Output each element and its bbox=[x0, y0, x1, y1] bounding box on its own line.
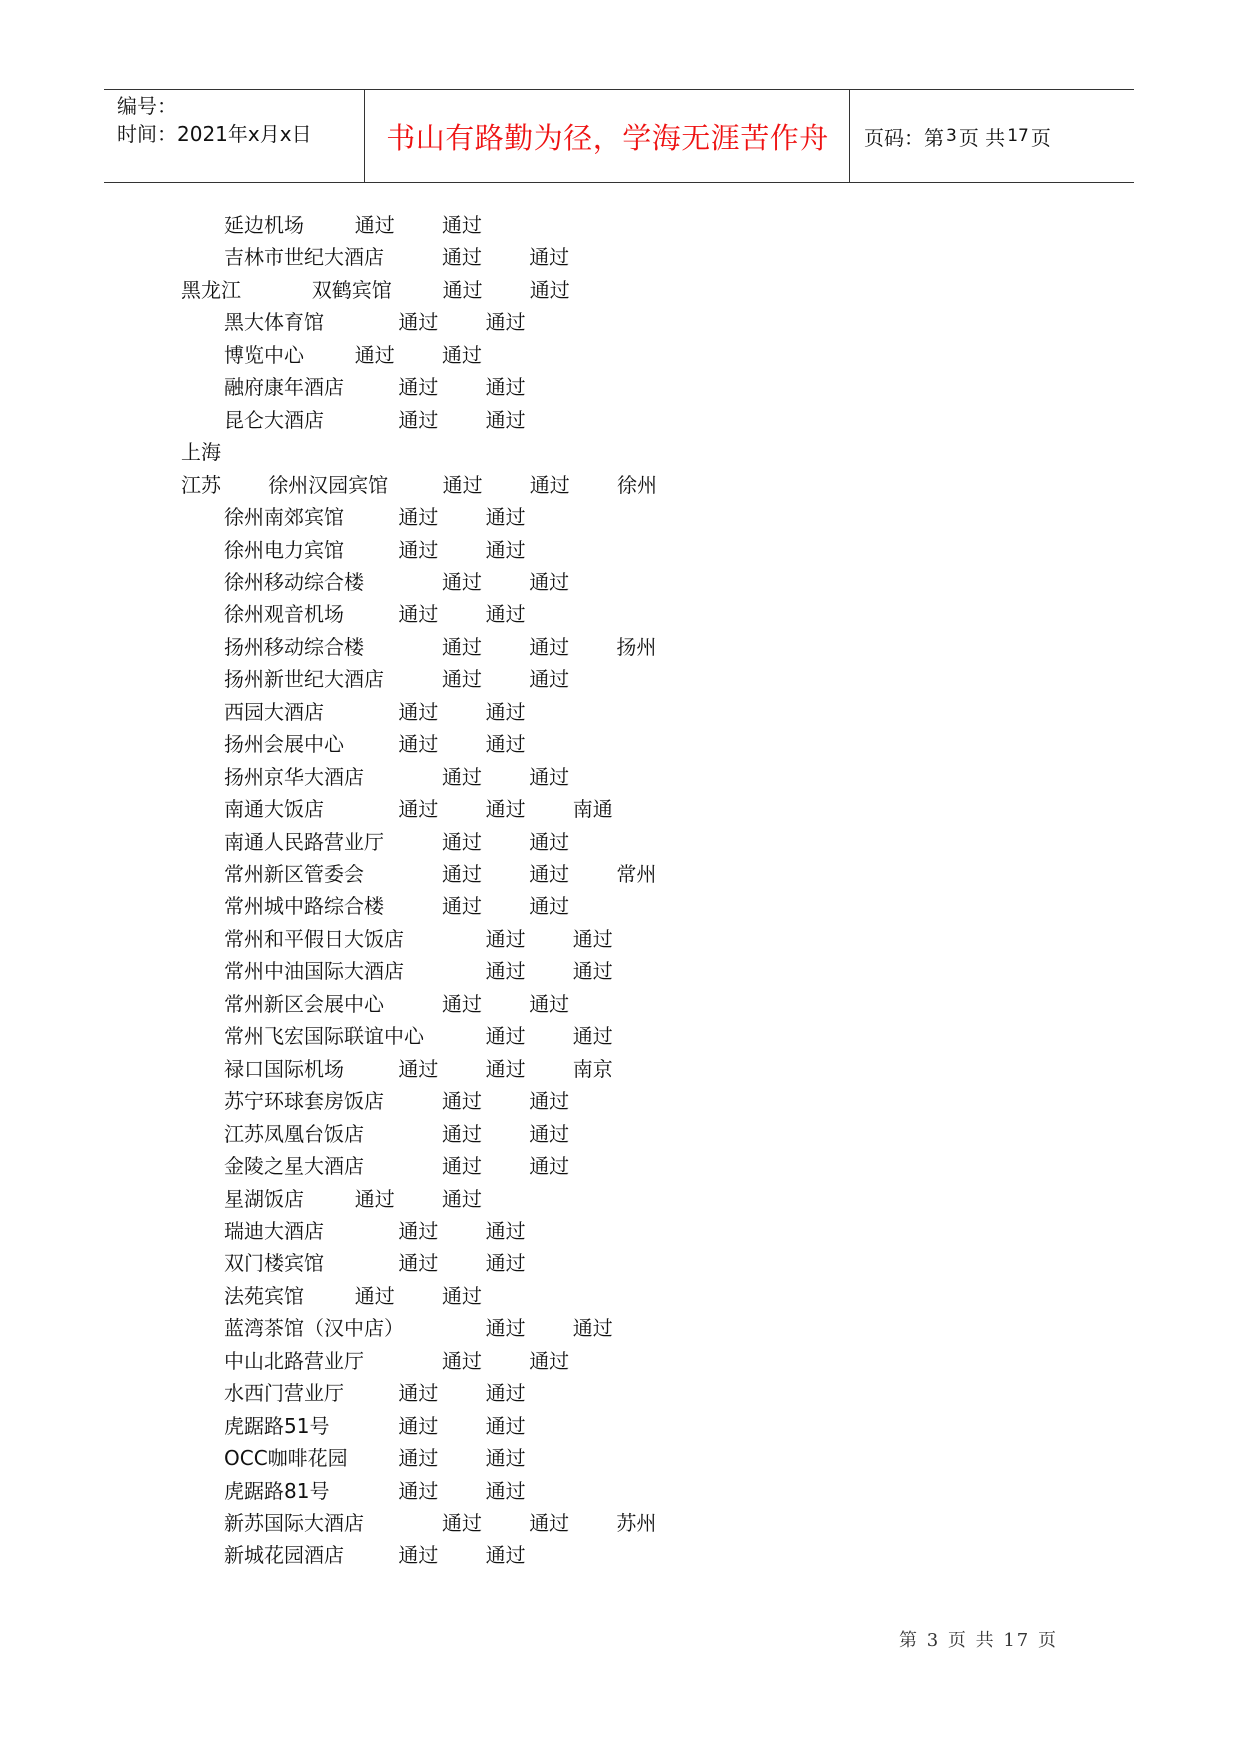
venue-name: 扬州会展中心 bbox=[224, 732, 344, 757]
venue-name: 新城花园酒店 bbox=[224, 1543, 344, 1568]
status-cell-2: 通过 bbox=[485, 1381, 526, 1406]
venue-name: 虎踞路81号 bbox=[224, 1478, 330, 1503]
city-cell: 徐州 bbox=[617, 472, 657, 497]
list-item bbox=[0, 763, 1241, 791]
status-cell-2: 通过 bbox=[529, 894, 570, 919]
list-item bbox=[0, 406, 1241, 434]
list-item bbox=[0, 633, 1241, 661]
list-item bbox=[0, 536, 1241, 564]
page-footer bbox=[0, 1626, 1058, 1652]
status-cell-1: 通过 bbox=[442, 894, 482, 919]
list-item bbox=[0, 892, 1241, 920]
venue-name: 双鹤宾馆 bbox=[311, 277, 392, 302]
region-cell: 黑龙江 bbox=[181, 277, 241, 302]
footer-prefix: 第 bbox=[898, 1630, 919, 1651]
list-item bbox=[0, 1087, 1241, 1115]
venue-name: 徐州南郊宾馆 bbox=[224, 505, 344, 530]
venue-name: 徐州电力宾馆 bbox=[224, 537, 344, 562]
status-cell-1: 通过 bbox=[398, 537, 439, 562]
status-cell-2: 通过 bbox=[529, 829, 570, 854]
header-page-prefix: 页码：第 bbox=[864, 125, 944, 150]
venue-name: 扬州移动综合楼 bbox=[224, 634, 364, 659]
venue-name: 江苏凤凰台饭店 bbox=[224, 1121, 364, 1146]
status-cell-2: 通过 bbox=[529, 862, 570, 886]
status-cell-1: 通过 bbox=[442, 667, 482, 692]
status-cell-2: 通过 bbox=[485, 505, 526, 530]
status-cell-2: 通过 bbox=[442, 1186, 482, 1211]
list-item bbox=[0, 860, 1241, 888]
header-page-middle: 页 共 bbox=[958, 125, 1006, 150]
list-item bbox=[0, 1152, 1241, 1180]
status-cell-1: 通过 bbox=[442, 245, 482, 270]
status-cell-2: 通过 bbox=[529, 764, 570, 789]
status-cell-1: 通过 bbox=[398, 699, 439, 724]
status-cell-2: 通过 bbox=[485, 537, 526, 562]
venue-name: 徐州移动综合楼 bbox=[224, 569, 364, 594]
status-cell-2: 通过 bbox=[529, 991, 570, 1016]
venue-name: 延边机场 bbox=[224, 213, 304, 237]
status-cell-1: 通过 bbox=[442, 1154, 482, 1179]
venue-name: 昆仑大酒店 bbox=[224, 407, 324, 432]
status-cell-2: 通过 bbox=[529, 1121, 570, 1146]
status-cell-2: 通过 bbox=[485, 1218, 526, 1243]
status-cell-2: 通过 bbox=[529, 1348, 570, 1373]
status-cell-2: 通过 bbox=[529, 245, 570, 270]
footer-suffix: 页 bbox=[1038, 1630, 1058, 1651]
list-item bbox=[0, 1379, 1241, 1407]
status-cell-2: 通过 bbox=[572, 926, 613, 951]
header-page-total: 17 bbox=[1007, 126, 1029, 146]
status-cell-2: 通过 bbox=[485, 1478, 526, 1503]
status-cell-1: 通过 bbox=[442, 1511, 482, 1535]
header-page-suffix: 页 bbox=[1030, 125, 1051, 150]
status-cell-1: 通过 bbox=[398, 407, 439, 432]
list-item bbox=[0, 503, 1241, 531]
venue-name: 常州新区管委会 bbox=[224, 862, 364, 886]
list-item bbox=[0, 990, 1241, 1018]
venue-name: 蓝湾茶馆（汉中店） bbox=[224, 1316, 404, 1341]
region-cell: 上海 bbox=[181, 440, 221, 465]
venue-name: 星湖饭店 bbox=[224, 1186, 304, 1211]
header-page-current: 3 bbox=[946, 126, 957, 146]
status-cell-2: 通过 bbox=[485, 1543, 526, 1568]
status-cell-1: 通过 bbox=[398, 602, 439, 627]
header-divider-right bbox=[849, 90, 850, 182]
venue-name: 虎踞路51号 bbox=[224, 1413, 330, 1438]
venue-name: 西园大酒店 bbox=[224, 699, 324, 724]
status-cell-2: 通过 bbox=[572, 1024, 613, 1049]
status-cell-1: 通过 bbox=[398, 1478, 439, 1503]
venue-name: 黑大体育馆 bbox=[224, 310, 324, 335]
status-cell-1: 通过 bbox=[442, 862, 482, 886]
status-cell-2: 通过 bbox=[529, 1511, 570, 1535]
list-item bbox=[0, 828, 1241, 856]
document-number-label: 编号： bbox=[117, 94, 177, 118]
venue-name: 徐州汉园宾馆 bbox=[268, 472, 389, 497]
venue-name: 吉林市世纪大酒店 bbox=[224, 245, 384, 270]
status-cell-2: 通过 bbox=[485, 375, 526, 400]
status-cell-1: 通过 bbox=[442, 991, 482, 1016]
list-item bbox=[0, 1347, 1241, 1375]
status-cell-2: 通过 bbox=[572, 1316, 613, 1341]
status-cell-2: 通过 bbox=[529, 1154, 570, 1179]
list-item bbox=[0, 211, 1241, 239]
status-cell-1: 通过 bbox=[485, 1024, 526, 1049]
city-cell: 苏州 bbox=[616, 1511, 657, 1535]
list-item bbox=[0, 438, 1241, 466]
venue-name: 常州城中路综合楼 bbox=[224, 894, 384, 919]
status-cell-1: 通过 bbox=[442, 569, 482, 594]
list-item bbox=[0, 1185, 1241, 1213]
header-divider-left bbox=[364, 90, 365, 182]
header-page-indicator bbox=[864, 90, 1051, 182]
list-item bbox=[0, 1509, 1241, 1537]
status-cell-2: 通过 bbox=[529, 472, 570, 497]
list-item bbox=[0, 665, 1241, 693]
status-cell-2: 通过 bbox=[485, 1413, 526, 1438]
list-item bbox=[0, 1444, 1241, 1472]
status-cell-2: 通过 bbox=[442, 1283, 482, 1308]
status-cell-2: 通过 bbox=[485, 797, 526, 822]
status-cell-1: 通过 bbox=[398, 1056, 439, 1081]
status-cell-2: 通过 bbox=[442, 342, 482, 367]
status-cell-2: 通过 bbox=[572, 959, 613, 984]
venue-name: OCC咖啡花园 bbox=[224, 1446, 348, 1471]
status-cell-2: 通过 bbox=[485, 1056, 526, 1081]
status-cell-2: 通过 bbox=[485, 407, 526, 432]
status-cell-1: 通过 bbox=[398, 505, 439, 530]
status-cell-1: 通过 bbox=[442, 1121, 482, 1146]
venue-name: 新苏国际大酒店 bbox=[224, 1511, 364, 1535]
venue-name: 融府康年酒店 bbox=[224, 375, 344, 400]
list-item bbox=[0, 1022, 1241, 1050]
list-item bbox=[0, 1055, 1241, 1083]
status-cell-1: 通过 bbox=[442, 1089, 482, 1114]
status-cell-1: 通过 bbox=[398, 1218, 439, 1243]
list-item bbox=[0, 1282, 1241, 1310]
list-item bbox=[0, 730, 1241, 758]
status-cell-1: 通过 bbox=[485, 959, 526, 984]
status-cell-1: 通过 bbox=[354, 213, 395, 237]
venue-name: 禄口国际机场 bbox=[224, 1056, 344, 1081]
venue-name: 南通大饭店 bbox=[224, 797, 324, 822]
status-cell-1: 通过 bbox=[354, 1186, 395, 1211]
status-cell-1: 通过 bbox=[354, 1283, 395, 1308]
venue-name: 南通人民路营业厅 bbox=[224, 829, 384, 854]
status-cell-1: 通过 bbox=[398, 1543, 439, 1568]
page-header bbox=[104, 89, 1134, 183]
venue-name: 常州和平假日大饭店 bbox=[224, 926, 404, 951]
list-item bbox=[0, 1249, 1241, 1277]
venue-name: 瑞迪大酒店 bbox=[224, 1218, 324, 1243]
status-cell-1: 通过 bbox=[398, 1381, 439, 1406]
venue-name: 中山北路营业厅 bbox=[224, 1348, 364, 1373]
status-cell-2: 通过 bbox=[485, 1446, 526, 1471]
city-cell: 南通 bbox=[572, 797, 613, 822]
status-cell-2: 通过 bbox=[485, 602, 526, 627]
city-cell: 扬州 bbox=[616, 634, 657, 659]
venue-name: 博览中心 bbox=[224, 342, 304, 367]
status-cell-1: 通过 bbox=[442, 472, 483, 497]
list-item bbox=[0, 471, 1241, 499]
status-cell-2: 通过 bbox=[485, 699, 526, 724]
list-item bbox=[0, 568, 1241, 596]
status-cell-1: 通过 bbox=[354, 342, 395, 367]
status-cell-2: 通过 bbox=[485, 732, 526, 757]
list-item bbox=[0, 1120, 1241, 1148]
status-cell-1: 通过 bbox=[398, 310, 439, 335]
region-cell: 江苏 bbox=[181, 472, 221, 497]
list-item bbox=[0, 698, 1241, 726]
status-cell-1: 通过 bbox=[398, 732, 439, 757]
status-cell-1: 通过 bbox=[442, 764, 482, 789]
list-item bbox=[0, 1217, 1241, 1245]
footer-total: 17 bbox=[1003, 1630, 1031, 1651]
list-item bbox=[0, 1541, 1241, 1569]
venue-name: 常州飞宏国际联谊中心 bbox=[224, 1024, 424, 1049]
list-item bbox=[0, 243, 1241, 271]
status-cell-1: 通过 bbox=[442, 1348, 482, 1373]
venue-name: 徐州观音机场 bbox=[224, 602, 344, 627]
status-cell-1: 通过 bbox=[398, 797, 439, 822]
status-cell-2: 通过 bbox=[529, 277, 570, 302]
header-meta bbox=[117, 92, 312, 148]
venue-name: 扬州新世纪大酒店 bbox=[224, 667, 384, 692]
status-cell-1: 通过 bbox=[398, 375, 439, 400]
list-item bbox=[0, 373, 1241, 401]
header-motto: 书山有路勤为径，学海无涯苦作舟 bbox=[386, 120, 829, 155]
list-item bbox=[0, 925, 1241, 953]
venue-name: 水西门营业厅 bbox=[224, 1381, 344, 1406]
status-cell-1: 通过 bbox=[442, 277, 483, 302]
status-cell-2: 通过 bbox=[529, 1089, 570, 1114]
list-item bbox=[0, 1412, 1241, 1440]
venue-name: 常州中油国际大酒店 bbox=[224, 959, 404, 984]
status-cell-1: 通过 bbox=[442, 829, 482, 854]
status-cell-1: 通过 bbox=[398, 1251, 439, 1276]
status-cell-2: 通过 bbox=[485, 310, 526, 335]
status-cell-2: 通过 bbox=[529, 667, 570, 692]
list-item bbox=[0, 1477, 1241, 1505]
status-cell-1: 通过 bbox=[442, 634, 482, 659]
list-item bbox=[0, 957, 1241, 985]
footer-middle: 页 共 bbox=[947, 1630, 996, 1651]
venue-name: 扬州京华大酒店 bbox=[224, 764, 364, 789]
status-cell-1: 通过 bbox=[485, 926, 526, 951]
document-time-label: 时间：2021年x月x日 bbox=[117, 122, 312, 146]
venue-name: 双门楼宾馆 bbox=[224, 1251, 324, 1276]
status-cell-2: 通过 bbox=[529, 634, 570, 659]
venue-name: 常州新区会展中心 bbox=[224, 991, 384, 1016]
status-cell-1: 通过 bbox=[398, 1413, 439, 1438]
status-cell-2: 通过 bbox=[485, 1251, 526, 1276]
city-cell: 南京 bbox=[572, 1056, 613, 1081]
list-item bbox=[0, 600, 1241, 628]
list-item bbox=[0, 1314, 1241, 1342]
list-item bbox=[0, 795, 1241, 823]
status-cell-1: 通过 bbox=[485, 1316, 526, 1341]
status-cell-2: 通过 bbox=[529, 569, 570, 594]
footer-current: 3 bbox=[926, 1630, 941, 1651]
status-cell-2: 通过 bbox=[442, 213, 482, 237]
venue-name: 金陵之星大酒店 bbox=[224, 1154, 364, 1179]
venue-name: 法苑宾馆 bbox=[224, 1283, 304, 1308]
list-item bbox=[0, 276, 1241, 304]
venue-name: 苏宁环球套房饭店 bbox=[224, 1089, 384, 1114]
list-item bbox=[0, 308, 1241, 336]
list-item bbox=[0, 341, 1241, 369]
status-cell-1: 通过 bbox=[398, 1446, 439, 1471]
city-cell: 常州 bbox=[616, 862, 657, 886]
